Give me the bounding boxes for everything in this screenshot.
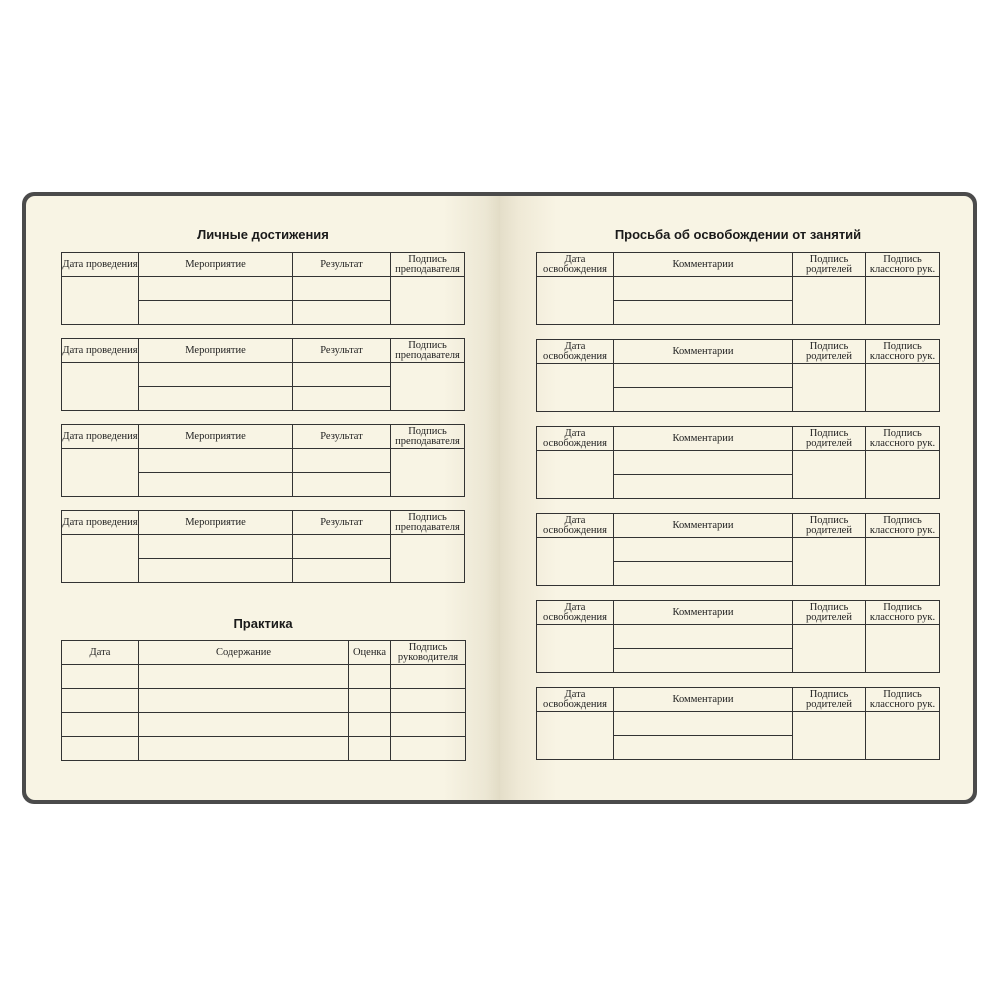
- achievement-date-cell[interactable]: [62, 363, 139, 411]
- exemption-teacher-signature-cell[interactable]: [866, 712, 940, 760]
- practice-header-date: Дата: [62, 641, 139, 665]
- exemption-header-teacher-signature: Подпись классного рук.: [866, 514, 940, 538]
- exemption-comment-cell[interactable]: [614, 451, 793, 475]
- achievement-header-date: Дата проведения: [62, 425, 139, 449]
- exemption-parent-signature-cell[interactable]: [793, 451, 866, 499]
- exemption-comment-cell[interactable]: [614, 625, 793, 649]
- achievement-header-event: Мероприятие: [139, 425, 293, 449]
- exemption-header-row: [537, 514, 940, 538]
- exemption-date-cell[interactable]: [537, 625, 614, 673]
- exemption-table: [536, 339, 940, 412]
- achievements-title: Личные достижения: [197, 227, 329, 242]
- exemption-date-cell[interactable]: [537, 451, 614, 499]
- exemption-header-teacher-signature: Подпись классного рук.: [866, 340, 940, 364]
- table-row: [537, 712, 940, 736]
- exemption-comment-cell[interactable]: [614, 736, 793, 760]
- exemption-comment-cell[interactable]: [614, 562, 793, 586]
- table-row: [537, 277, 940, 301]
- exemption-parent-signature-cell[interactable]: [793, 625, 866, 673]
- exemption-table: [536, 687, 940, 760]
- table-row: [62, 277, 465, 301]
- exemption-comment-cell[interactable]: [614, 388, 793, 412]
- right-page: [500, 196, 973, 800]
- achievement-event-cell[interactable]: [139, 473, 293, 497]
- exemption-table: [536, 426, 940, 499]
- table-row: [537, 451, 940, 475]
- table-row: [537, 538, 940, 562]
- exemption-header-parent-signature: Подпись родителей: [793, 427, 866, 451]
- table-row: [62, 535, 465, 559]
- achievement-event-cell[interactable]: [139, 535, 293, 559]
- achievement-header-result: Результат: [293, 511, 391, 535]
- table-row: [62, 665, 466, 689]
- achievement-header-signature: Подпись преподавателя: [391, 253, 465, 277]
- achievement-header-result: Результат: [293, 253, 391, 277]
- exemption-teacher-signature-cell[interactable]: [866, 277, 940, 325]
- achievement-date-cell[interactable]: [62, 277, 139, 325]
- practice-cell[interactable]: [62, 689, 139, 713]
- practice-cell[interactable]: [391, 665, 466, 689]
- achievement-table: [61, 338, 465, 411]
- exemption-teacher-signature-cell[interactable]: [866, 364, 940, 412]
- exemption-header-row: [537, 427, 940, 451]
- practice-cell[interactable]: [391, 713, 466, 737]
- exemption-header-row: [537, 688, 940, 712]
- left-page: [26, 196, 500, 800]
- practice-cell[interactable]: [139, 689, 349, 713]
- achievement-table: [61, 424, 465, 497]
- table-row: [62, 689, 466, 713]
- exemption-header-teacher-signature: Подпись классного рук.: [866, 688, 940, 712]
- exemption-comment-cell[interactable]: [614, 538, 793, 562]
- achievement-header-result: Результат: [293, 339, 391, 363]
- exemption-header-teacher-signature: Подпись классного рук.: [866, 253, 940, 277]
- exemption-date-cell[interactable]: [537, 277, 614, 325]
- achievement-event-cell[interactable]: [139, 301, 293, 325]
- practice-cell[interactable]: [349, 689, 391, 713]
- exemption-header-parent-signature: Подпись родителей: [793, 253, 866, 277]
- achievement-header-event: Мероприятие: [139, 339, 293, 363]
- achievement-result-cell[interactable]: [293, 387, 391, 411]
- practice-cell[interactable]: [62, 737, 139, 761]
- practice-table: [61, 640, 466, 761]
- table-row: [62, 449, 465, 473]
- exemption-header-comments: Комментарии: [614, 514, 793, 538]
- exemption-comment-cell[interactable]: [614, 277, 793, 301]
- achievement-header-row: [62, 339, 465, 363]
- achievement-table: [61, 510, 465, 583]
- exemption-comment-cell[interactable]: [614, 649, 793, 673]
- exemption-header-comments: Комментарии: [614, 688, 793, 712]
- achievement-signature-cell[interactable]: [391, 363, 465, 411]
- achievement-header-signature: Подпись преподавателя: [391, 339, 465, 363]
- table-row: [537, 364, 940, 388]
- practice-cell[interactable]: [139, 713, 349, 737]
- achievement-event-cell[interactable]: [139, 277, 293, 301]
- table-row: [62, 363, 465, 387]
- table-row: [537, 625, 940, 649]
- exemption-header-date: Дата освобождения: [537, 253, 614, 277]
- exemption-parent-signature-cell[interactable]: [793, 538, 866, 586]
- achievement-result-cell[interactable]: [293, 449, 391, 473]
- exemption-header-date: Дата освобождения: [537, 427, 614, 451]
- exemption-header-comments: Комментарии: [614, 601, 793, 625]
- achievement-header-row: [62, 511, 465, 535]
- practice-title: Практика: [233, 616, 293, 631]
- achievement-result-cell[interactable]: [293, 535, 391, 559]
- achievement-result-cell[interactable]: [293, 277, 391, 301]
- practice-cell[interactable]: [391, 737, 466, 761]
- practice-cell[interactable]: [62, 713, 139, 737]
- achievement-result-cell[interactable]: [293, 473, 391, 497]
- practice-cell[interactable]: [349, 713, 391, 737]
- achievement-event-cell[interactable]: [139, 559, 293, 583]
- exemption-header-row: [537, 601, 940, 625]
- exemption-comment-cell[interactable]: [614, 712, 793, 736]
- exemption-table: [536, 513, 940, 586]
- achievement-table: [61, 252, 465, 325]
- achievement-signature-cell[interactable]: [391, 277, 465, 325]
- practice-cell[interactable]: [139, 737, 349, 761]
- achievement-date-cell[interactable]: [62, 535, 139, 583]
- exemption-date-cell[interactable]: [537, 538, 614, 586]
- exemption-date-cell[interactable]: [537, 712, 614, 760]
- exemption-parent-signature-cell[interactable]: [793, 712, 866, 760]
- exemption-table: [536, 252, 940, 325]
- exemption-title: Просьба об освобождении от занятий: [614, 227, 862, 242]
- exemption-teacher-signature-cell[interactable]: [866, 538, 940, 586]
- achievement-header-date: Дата проведения: [62, 511, 139, 535]
- table-row: [62, 713, 466, 737]
- achievement-header-row: [62, 425, 465, 449]
- achievement-date-cell[interactable]: [62, 449, 139, 497]
- exemption-header-date: Дата освобождения: [537, 688, 614, 712]
- exemption-teacher-signature-cell[interactable]: [866, 451, 940, 499]
- achievement-event-cell[interactable]: [139, 363, 293, 387]
- practice-header-grade: Оценка: [349, 641, 391, 665]
- table-row: [62, 737, 466, 761]
- practice-cell[interactable]: [391, 689, 466, 713]
- practice-cell[interactable]: [62, 665, 139, 689]
- practice-header-row: [62, 641, 466, 665]
- exemption-comment-cell[interactable]: [614, 364, 793, 388]
- exemption-header-row: [537, 340, 940, 364]
- exemption-header-parent-signature: Подпись родителей: [793, 601, 866, 625]
- achievement-signature-cell[interactable]: [391, 535, 465, 583]
- achievement-header-date: Дата проведения: [62, 339, 139, 363]
- exemption-header-teacher-signature: Подпись классного рук.: [866, 427, 940, 451]
- achievement-result-cell[interactable]: [293, 363, 391, 387]
- achievement-header-signature: Подпись преподавателя: [391, 425, 465, 449]
- practice-cell[interactable]: [349, 665, 391, 689]
- practice-cell[interactable]: [349, 737, 391, 761]
- exemption-header-parent-signature: Подпись родителей: [793, 514, 866, 538]
- exemption-parent-signature-cell[interactable]: [793, 277, 866, 325]
- exemption-header-comments: Комментарии: [614, 253, 793, 277]
- exemption-header-date: Дата освобождения: [537, 340, 614, 364]
- exemption-header-row: [537, 253, 940, 277]
- exemption-comment-cell[interactable]: [614, 301, 793, 325]
- exemption-header-parent-signature: Подпись родителей: [793, 688, 866, 712]
- exemption-parent-signature-cell[interactable]: [793, 364, 866, 412]
- achievement-header-signature: Подпись преподавателя: [391, 511, 465, 535]
- exemption-header-date: Дата освобождения: [537, 514, 614, 538]
- achievement-event-cell[interactable]: [139, 449, 293, 473]
- achievement-result-cell[interactable]: [293, 559, 391, 583]
- achievement-header-date: Дата проведения: [62, 253, 139, 277]
- achievement-result-cell[interactable]: [293, 301, 391, 325]
- exemption-date-cell[interactable]: [537, 364, 614, 412]
- exemption-header-comments: Комментарии: [614, 340, 793, 364]
- exemption-header-date: Дата освобождения: [537, 601, 614, 625]
- exemption-table: [536, 600, 940, 673]
- achievement-header-event: Мероприятие: [139, 253, 293, 277]
- practice-header-signature: Подпись руководителя: [391, 641, 466, 665]
- exemption-teacher-signature-cell[interactable]: [866, 625, 940, 673]
- exemption-comment-cell[interactable]: [614, 475, 793, 499]
- exemption-header-comments: Комментарии: [614, 427, 793, 451]
- achievement-event-cell[interactable]: [139, 387, 293, 411]
- practice-header-content: Содержание: [139, 641, 349, 665]
- achievement-header-result: Результат: [293, 425, 391, 449]
- achievement-signature-cell[interactable]: [391, 449, 465, 497]
- achievement-header-row: [62, 253, 465, 277]
- practice-cell[interactable]: [139, 665, 349, 689]
- exemption-header-teacher-signature: Подпись классного рук.: [866, 601, 940, 625]
- achievement-header-event: Мероприятие: [139, 511, 293, 535]
- exemption-header-parent-signature: Подпись родителей: [793, 340, 866, 364]
